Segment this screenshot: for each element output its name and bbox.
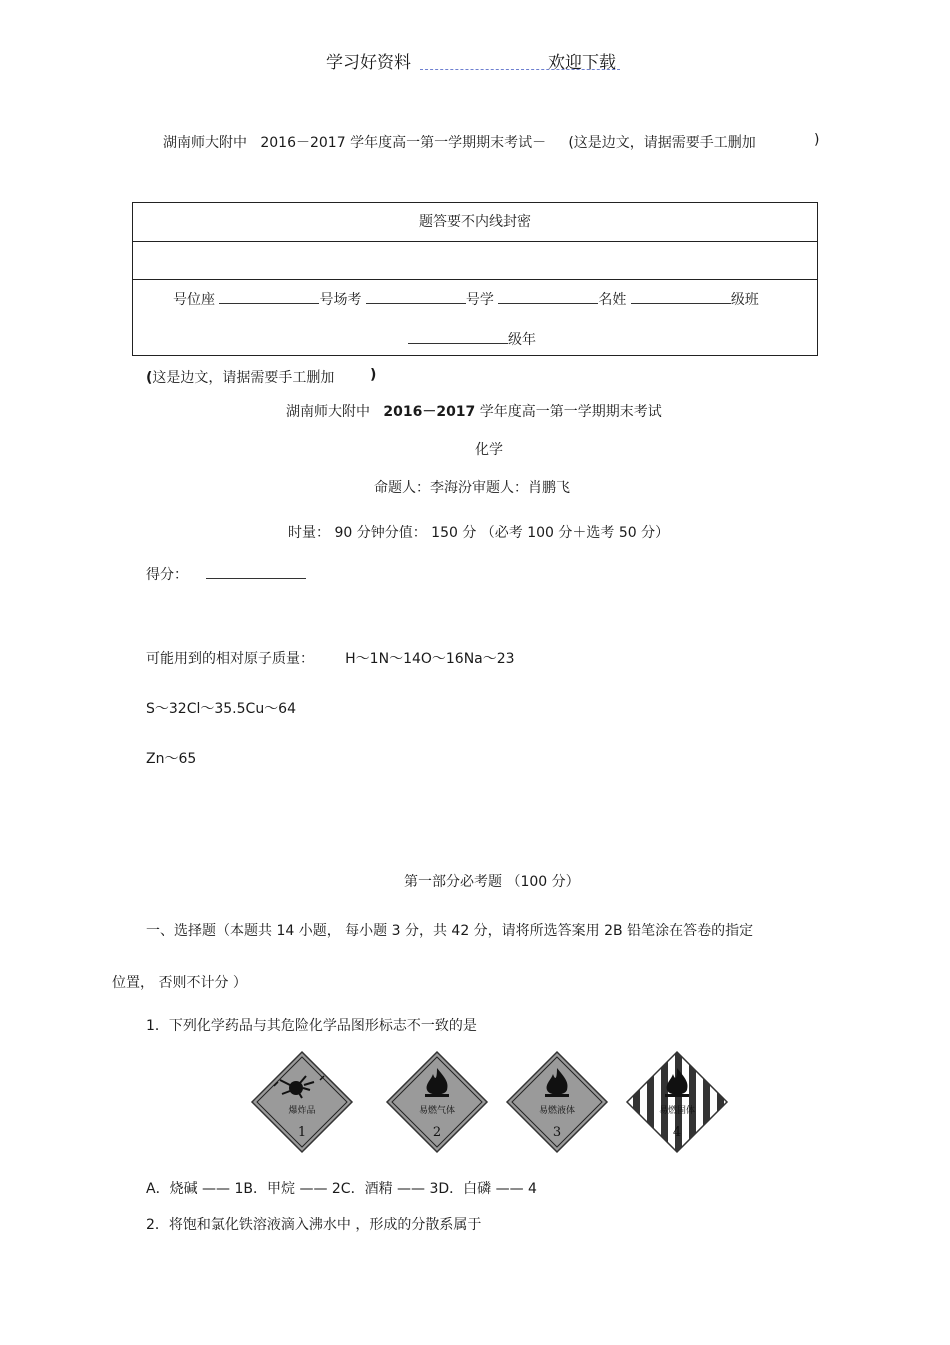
margin-note [146,367,334,387]
hazard-signs [250,1050,730,1154]
top-title-text: 2016－2017 学年度高一第一学期期末考试－ [260,135,547,151]
top-title [163,132,756,152]
atomic-values-3: Zn～65 [146,751,197,767]
exam-school: 湖南师大附中 [286,404,370,420]
sign-1-number: 1 [297,1125,307,1140]
top-title-school: 湖南师大附中 [163,135,247,151]
sign-1-label: 爆炸品 [288,1106,316,1116]
name-blank[interactable] [631,291,731,304]
hazard-sign-flammable-liquid [505,1050,609,1154]
atomic-values-1: H～1N～14O～16Na～23 [345,651,515,667]
header-left: 学习好资料 [326,53,411,73]
exam-time: 时量： 90 分钟分值： 150 分 （必考 100 分＋选考 50 分） [288,525,670,541]
exam-years: 2016－2017 [383,404,476,420]
seat-blank[interactable] [219,291,319,304]
field-grade: 级年 [508,332,536,348]
seal-box [132,202,818,356]
score-line [146,564,306,584]
exam-title-rest: 学年度高一第一学期期末考试 [479,404,662,420]
header-right: 欢迎下载 [548,53,616,73]
room-blank[interactable] [366,291,466,304]
part1-intro-line2: 位置， 否则不计分 ） [112,975,247,991]
atomic-label: 可能用到的相对原子质量： [146,651,314,667]
grade-blank[interactable] [408,331,508,344]
field-class: 级班 [730,292,759,308]
field-room: 号场考 [319,292,362,308]
hazard-sign-explosive [250,1050,354,1154]
field-id: 号学 [465,292,494,308]
score-label: 得分： [146,567,188,583]
sign-3-number: 3 [552,1125,562,1140]
margin-note-close: ) [370,367,377,383]
header-dashed-line [420,69,620,70]
margin-note-text: 这是边文，请据需要手工删加 [152,370,335,386]
seal-box-row1: 题答要不内线封密 [133,203,817,242]
exam-title [286,401,662,421]
part1-intro-line1: 一、选择题（本题共 14 小题， 每小题 3 分，共 42 分，请将所选答案用 2B 铅笔涂在答卷的指定 [146,923,754,939]
exam-authors: 命题人：李海汾审题人：肖鹏飞 [374,480,570,496]
top-title-note-close: ) [814,132,820,148]
seal-box-row2 [133,242,817,280]
hazard-sign-flammable-gas [385,1050,489,1154]
top-title-note: (这是边文，请据需要手工删加 [568,135,756,151]
atomic-mass-line1 [146,648,515,668]
question-1-options: A．烧碱 —— 1B．甲烷 —— 2C．酒精 —— 3D．白磷 —— 4 [146,1181,537,1197]
sign-2-label: 易燃气体 [418,1106,456,1116]
exam-subject: 化学 [475,442,503,458]
sign-4-label: 易燃固体 [658,1106,696,1116]
sign-3-label: 易燃液体 [538,1106,576,1116]
field-seat: 号位座 [173,292,215,308]
score-blank[interactable] [206,566,306,579]
margin-note-open: ( [146,370,153,386]
seal-box-fields [173,289,759,309]
sign-2-number: 2 [432,1125,442,1140]
field-name: 名姓 [598,292,627,308]
sign-4-number: 4 [672,1125,682,1140]
seal-box-grade [408,329,536,349]
part1-heading: 第一部分必考题 （100 分） [404,874,580,890]
question-1-stem: 1．下列化学药品与其危险化学品图形标志不一致的是 [146,1018,477,1034]
question-2-stem: 2．将饱和氯化铁溶液滴入沸水中 ，形成的分散系属于 [146,1217,482,1233]
hazard-sign-flammable-solid [625,1050,729,1154]
id-blank[interactable] [498,291,598,304]
atomic-values-2: S～32Cl～35.5Cu～64 [146,701,297,717]
